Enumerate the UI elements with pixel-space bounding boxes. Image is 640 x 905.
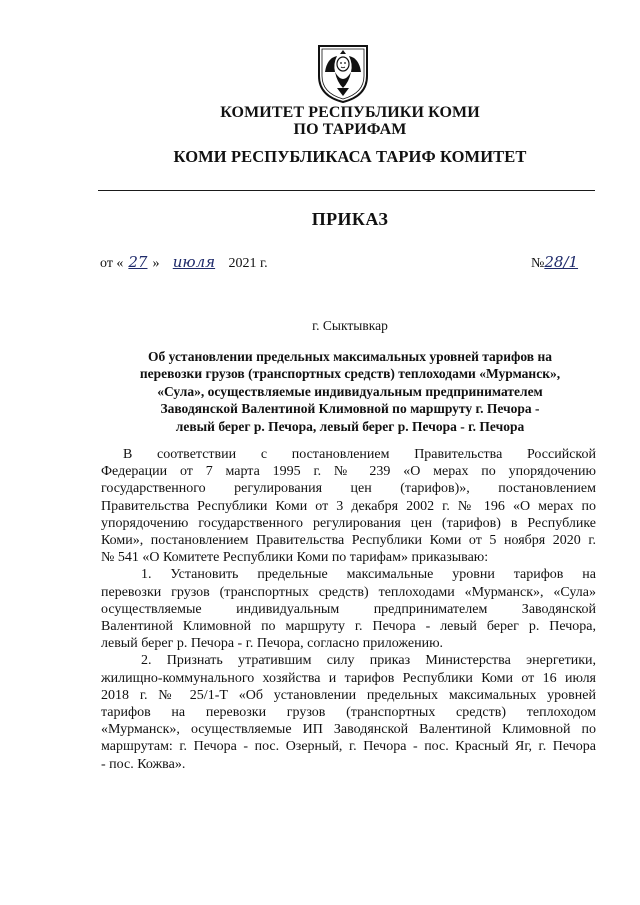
org-name-line2: ПО ТАРИФАМ bbox=[293, 121, 407, 138]
body-line: Валентиной Климовной по маршруту г. Печора - левый берег р. Печора, bbox=[101, 619, 596, 635]
body-line: левый берег р. Печора - г. Печора, согласно приложению. bbox=[101, 636, 444, 652]
body-line: 2018 г. № 25/1-Т «Об установлении предельных максимальных уровней bbox=[101, 687, 596, 703]
order-body bbox=[101, 446, 596, 773]
body-line: жилищно-коммунального хозяйства и тарифов Республики Коми от 16 июля bbox=[101, 670, 596, 686]
date-prefix: от « bbox=[100, 256, 124, 271]
heading-line: Заводянской Валентиной Климовной по маршруту г. Печора - bbox=[160, 401, 540, 417]
date-day: 27 bbox=[128, 253, 148, 271]
order-date bbox=[100, 253, 268, 272]
number-value: 28/1 bbox=[544, 253, 579, 271]
date-month: июля bbox=[172, 253, 216, 271]
body-line: маршрутам: г. Печора - пос. Озерный, г. Печора - пос. Красный Яг, г. Печора bbox=[101, 739, 596, 755]
body-line: тарифов на перевозки грузов (транспортных средств) теплоходом bbox=[101, 705, 596, 721]
body-line: государственного регулирования цен (тарифов)», постановлением bbox=[101, 481, 596, 497]
heading-line: «Сула», осуществляемые индивидуальным предпринимателем bbox=[157, 383, 543, 399]
body-line: Коми», постановлением Правительства Республики Коми от 5 ноября 2020 г. bbox=[101, 533, 596, 549]
org-name-komi: КОМИ РЕСПУБЛИКАСА ТАРИФ КОМИТЕТ bbox=[173, 147, 527, 166]
date-mid: » bbox=[152, 256, 160, 271]
order-heading bbox=[110, 348, 590, 435]
heading-line: перевозки грузов (транспортных средств) теплоходами «Мурманск», bbox=[139, 366, 561, 382]
date-year: 2021 г. bbox=[228, 256, 268, 271]
body-line: перевозки грузов (транспортных средств) теплоходами «Мурманск», «Сула» bbox=[101, 584, 596, 600]
body-line: осуществляемые индивидуальным предпринимателем Заводянской bbox=[101, 601, 596, 617]
heading-line: Об установлении предельных максимальных уровней тарифов на bbox=[147, 349, 553, 364]
body-line: № 541 «О Комитете Республики Коми по тарифам» приказываю: bbox=[101, 550, 489, 566]
order-number bbox=[531, 253, 590, 272]
body-line: «Мурманск», осуществляемые ИП Заводянской Валентиной Климовной по bbox=[101, 722, 596, 738]
body-line: Федерации от 7 марта 1995 г. № 239 «О мерах по упорядочению bbox=[101, 464, 596, 480]
heading-line: левый берег р. Печора, левый берег р. Печора - г. Печора bbox=[175, 418, 525, 434]
order-title: ПРИКАЗ bbox=[311, 209, 389, 229]
number-prefix: № bbox=[531, 256, 545, 271]
org-name-line1: КОМИТЕТ РЕСПУБЛИКИ КОМИ bbox=[220, 104, 480, 121]
header-divider bbox=[98, 190, 595, 191]
body-line: - пос. Кожва». bbox=[101, 756, 186, 772]
city: г. Сыктывкар bbox=[312, 318, 388, 333]
body-line: В соответствии с постановлением Правительства Российской bbox=[123, 447, 596, 462]
body-line: 1. Установить предельные максимальные уровни тарифов на bbox=[141, 567, 596, 583]
komi-coat-of-arms-icon bbox=[313, 42, 373, 104]
body-line: Правительства Республики Коми от 3 декабря 2002 г. № 196 «О мерах по bbox=[101, 498, 596, 514]
body-line: 2. Признать утратившим силу приказ Министерства энергетики, bbox=[141, 653, 596, 669]
body-line: упорядочению государственного регулирования цен (тарифов) в Республике bbox=[101, 515, 596, 531]
